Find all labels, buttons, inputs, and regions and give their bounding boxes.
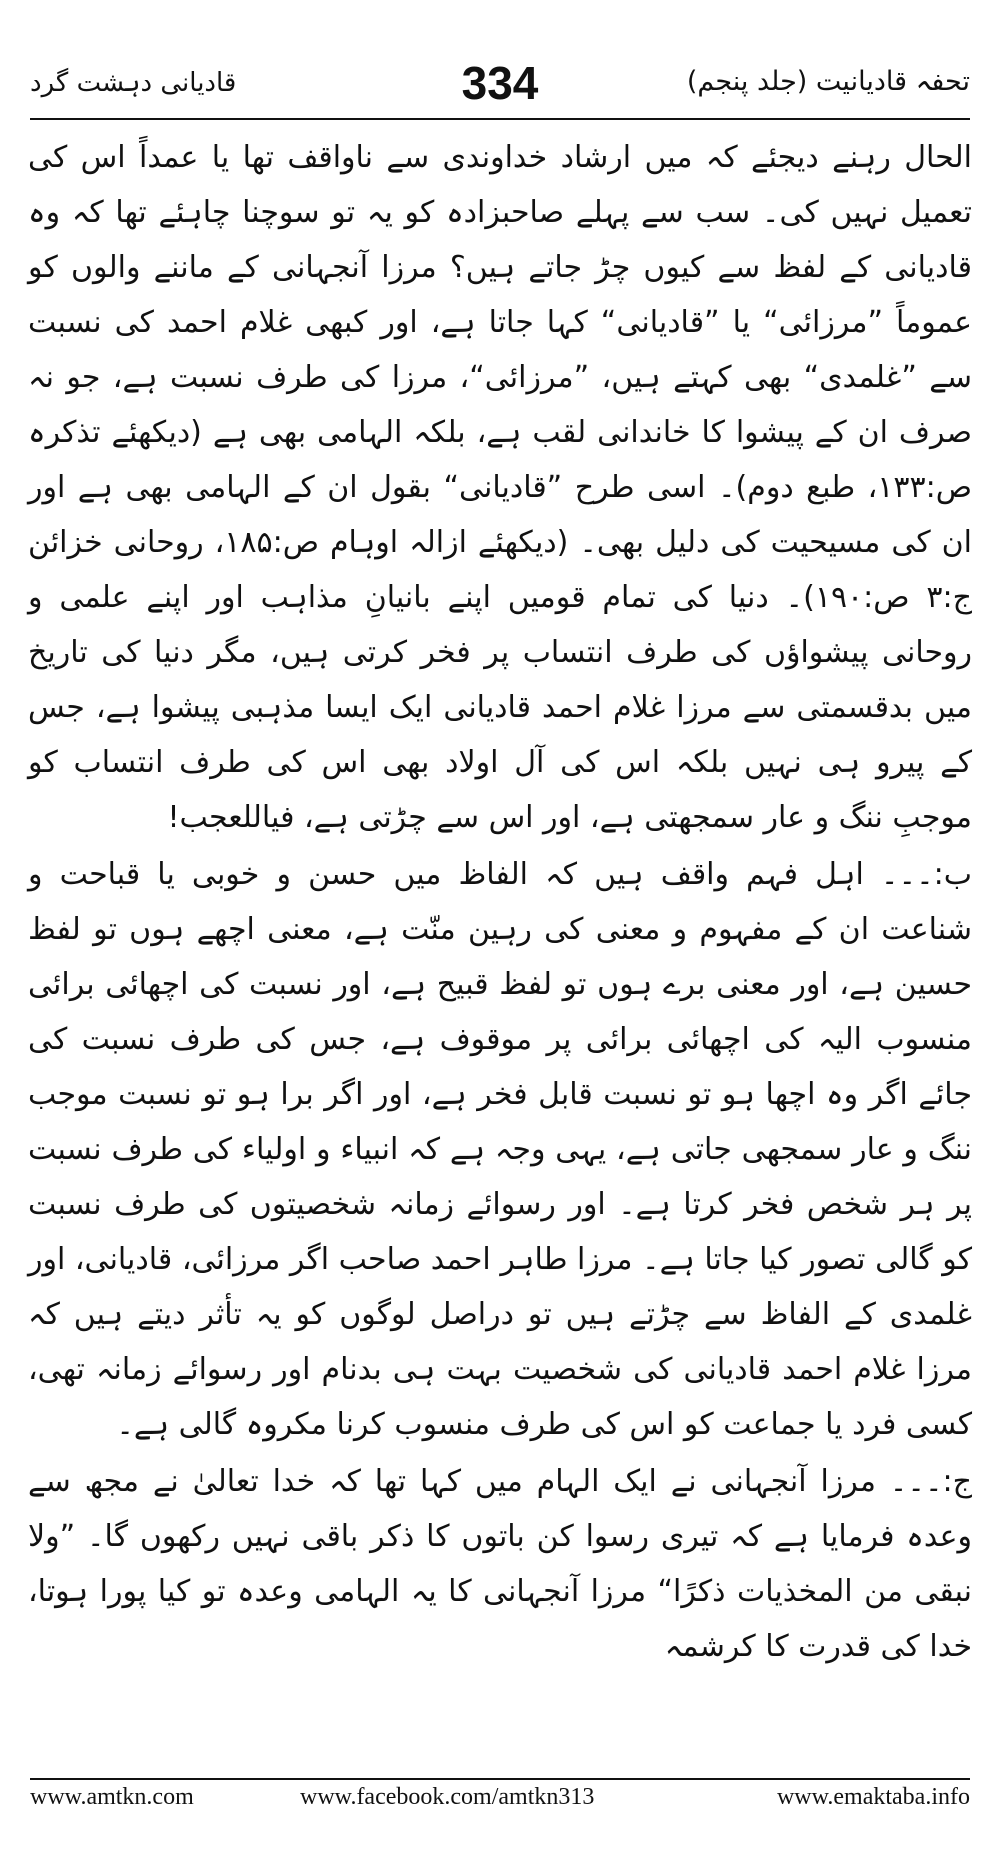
footer-link-emaktaba[interactable]: www.emaktaba.info (776, 1784, 970, 1810)
book-title: تحفہ قادیانیت (جلد پنجم) (686, 66, 970, 97)
page-footer (30, 1784, 970, 1818)
paragraph-2: ب:۔۔۔ اہل فہم واقف ہیں کہ الفاظ میں حسن و خوبی یا قباحت و شناعت ان کے مفہوم و معنی کی رہین منّت ہے، معنی اچھے ہوں تو لفظ حسین ہے، اور معنی برے ہوں تو لفظ قبیح ہے، اور نسبت کی اچھائی برائی منسوب الیہ کی اچھائی برائی پر موقوف ہے، جس کی طرف نسبت کی جائے اگر وہ اچھا ہو تو نسبت قابل فخر ہے، اور اگر برا ہو تو نسبت موجب ننگ و عار سمجھی جاتی ہے، یہی وجہ ہے کہ انبیاء و اولیاء کی طرف نسبت پر ہر شخص فخر کرتا ہے۔ اور رسوائے زمانہ شخصیتوں کی طرف نسبت کو گالی تصور کیا جاتا ہے۔ مرزا طاہر احمد صاحب اگر مرزائی، قادیانی، اور غلمدی کے الفاظ سے چڑتے ہیں تو دراصل لوگوں کو یہ تأثر دیتے ہیں کہ مرزا غلام احمد قادیانی کی شخصیت بہت ہی بدنام اور رسوائے زمانہ تھی، کسی فرد یا جماعت کو اس کی طرف منسوب کرنا مکروہ گالی ہے۔ (28, 857, 972, 1442)
section-title: قادیانی دہشت گرد (30, 68, 237, 98)
page-number: 334 (461, 57, 539, 109)
paragraph-1: الحال رہنے دیجئے کہ میں ارشاد خداوندی سے ناواقف تھا یا عمداً اس کی تعمیل نہیں کی۔ سب سے پہلے صاحبزادہ کو یہ تو سوچنا چاہئے تھا کہ وہ قادیانی کے لفظ سے کیوں چڑ جاتے ہیں؟ مرزا آنجہانی کے ماننے والوں کو عموماً ”مرزائی“ یا ”قادیانی“ کہا جاتا ہے، اور کبھی غلام احمد کی نسبت سے ”غلمدی“ بھی کہتے ہیں، ”مرزائی“، مرزا کی طرف نسبت ہے، جو نہ صرف ان کے پیشوا کا خاندانی لقب ہے، بلکہ الہامی بھی ہے (دیکھئے تذکرہ ص:۱۳۳، طبع دوم)۔ اسی طرح ”قادیانی“ بقول ان کے الہامی بھی ہے اور ان کی مسیحیت کی دلیل بھی۔ (دیکھئے ازالہ اوہام ص:۱۸۵، روحانی خزائن ج:۳ ص:۱۹۰)۔ دنیا کی تمام قومیں اپنے بانیانِ مذاہب اور اپنے علمی و روحانی پیشواؤں کی طرف انتساب پر فخر کرتی ہیں، مگر دنیا کی تاریخ میں بدقسمتی سے مرزا غلام احمد قادیانی ایک ایسا مذہبی پیشوا ہے، جس کے پیرو ہی نہیں بلکہ اس کی آل اولاد بھی اس کی طرف انتساب کو موجبِ ننگ و عار سمجھتی ہے، اور اس سے چڑتی ہے، فیاللعجب! (28, 140, 973, 835)
page-header (30, 58, 970, 112)
paragraph-3: ج:۔۔۔ مرزا آنجہانی نے ایک الہام میں کہا تھا کہ خدا تعالیٰ نے مجھ سے وعدہ فرمایا ہے کہ تیری رسوا کن باتوں کا ذکر باقی نہیں رکھوں گا۔ ”ولا نبقی من المخذیات ذکرًا“ مرزا آنجہانی کا یہ الہامی وعدہ تو کیا پورا ہوتا، خدا کی قدرت کا کرشمہ (28, 1464, 972, 1664)
footer-link-facebook[interactable]: www.facebook.com/amtkn313 (300, 1784, 595, 1810)
header-divider (30, 118, 970, 120)
footer-divider (30, 1778, 970, 1780)
footer-link-amtkn[interactable]: www.amtkn.com (30, 1784, 194, 1810)
body-text (28, 130, 972, 1674)
